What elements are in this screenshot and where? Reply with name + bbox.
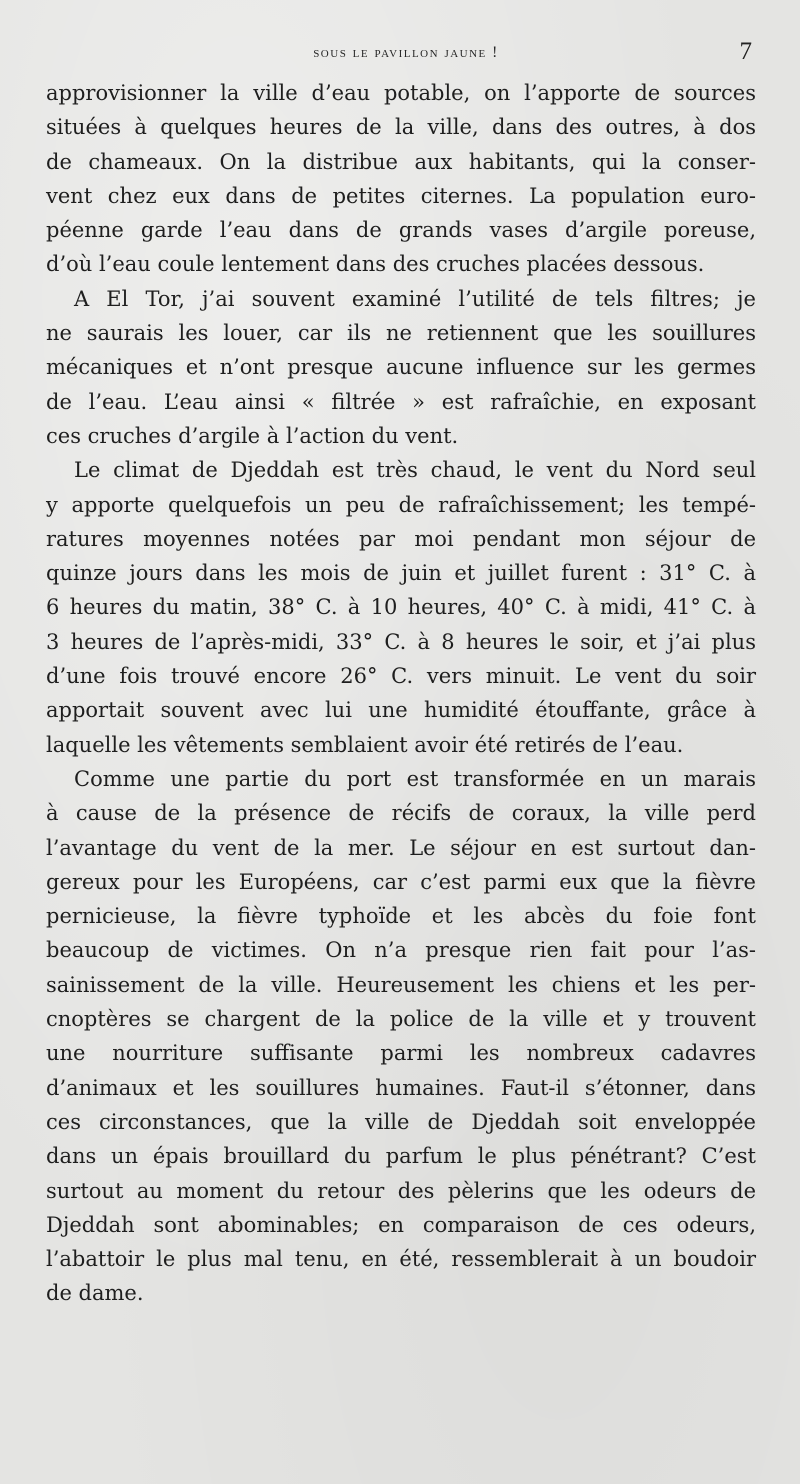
running-title: sous le pavillon jaune ! <box>313 44 499 61</box>
text-line: ratures moyennes notées par moi pendant mon séjour de <box>46 526 756 551</box>
text-line: cnoptères se chargent de la police de la ville et y trouvent <box>46 1007 756 1032</box>
text-line: situées à quelques heures de la ville, dans des outres, à dos <box>46 115 756 140</box>
text-line: mécaniques et n’ont presque aucune influence sur les germes <box>46 355 756 380</box>
text-line: gereux pour les Européens, car c’est parmi eux que la fièvre <box>46 869 756 894</box>
text-line: Comme une partie du port est transformée en un marais <box>74 766 756 791</box>
text-line: d’une fois trouvé encore 26° C. vers minuit. Le vent du soir <box>46 664 756 689</box>
text-line: l’abattoir le plus mal tenu, en été, ressemblerait à un boudoir <box>46 1247 756 1272</box>
text-line: une nourriture suffisante parmi les nombreux cadavres <box>46 1041 756 1066</box>
text-line: péenne garde l’eau dans de grands vases d’argile poreuse, <box>46 218 756 243</box>
paragraph-3 <box>46 453 756 762</box>
page-number: 7 <box>739 38 752 65</box>
text-line: d’où l’eau coule lentement dans des cruches placées dessous. <box>46 252 705 277</box>
text-line: A El Tor, j’ai souvent examiné l’utilité de tels filtres; je <box>74 286 756 311</box>
text-line: sainissement de la ville. Heureusement les chiens et les per- <box>46 972 756 997</box>
text-line: de chameaux. On la distribue aux habitants, qui la conser- <box>46 149 756 174</box>
text-line: surtout au moment du retour des pèlerins que les odeurs de <box>46 1178 756 1203</box>
text-line: quinze jours dans les mois de juin et juillet furent : 31° C. à <box>46 561 756 586</box>
paragraph-2 <box>46 282 756 453</box>
text-line: vent chez eux dans de petites citernes. La population euro- <box>46 183 756 208</box>
text-line: approvisionner la ville d’eau potable, on l’apporte de sources <box>46 81 756 105</box>
text-line: d’animaux et les souillures humaines. Faut-il s’étonner, dans <box>46 1075 756 1100</box>
text-line: dans un épais brouillard du parfum le plus pénétrant? C’est <box>46 1144 756 1169</box>
text-line: de l’eau. L’eau ainsi « filtrée » est rafraîchie, en exposant <box>46 389 756 414</box>
text-line: l’avantage du vent de la mer. Le séjour en est surtout dan- <box>46 835 756 860</box>
text-line: laquelle les vêtements semblaient avoir été retirés de l’eau. <box>46 732 684 757</box>
text-line: à cause de la présence de récifs de coraux, la ville perd <box>46 801 756 826</box>
text-line: ne saurais les louer, car ils ne retiennent que les souillures <box>46 321 756 346</box>
paragraph-1 <box>46 76 756 282</box>
body-text <box>46 76 756 1311</box>
text-line: de dame. <box>46 1281 144 1306</box>
text-line: y apporte quelquefois un peu de rafraîchissement; les tempé- <box>46 492 756 517</box>
text-line: Djeddah sont abominables; en comparaison de ces odeurs, <box>46 1212 756 1237</box>
text-line: ces circonstances, que la ville de Djeddah soit enveloppée <box>46 1109 756 1134</box>
text-line: 6 heures du matin, 38° C. à 10 heures, 40° C. à midi, 41° C. à <box>46 595 756 620</box>
text-line: 3 heures de l’après-midi, 33° C. à 8 heures le soir, et j’ai plus <box>46 629 756 654</box>
text-line: beaucoup de victimes. On n’a presque rien fait pour l’as- <box>46 938 756 963</box>
text-line: ces cruches d’argile à l’action du vent. <box>46 423 459 448</box>
text-line: apportait souvent avec lui une humidité étouffante, grâce à <box>46 698 756 723</box>
running-head <box>46 38 766 68</box>
paragraph-4 <box>46 762 756 1311</box>
text-line: Le climat de Djeddah est très chaud, le vent du Nord seul <box>74 458 756 483</box>
text-line: pernicieuse, la fièvre typhoïde et les abcès du foie font <box>46 904 756 929</box>
